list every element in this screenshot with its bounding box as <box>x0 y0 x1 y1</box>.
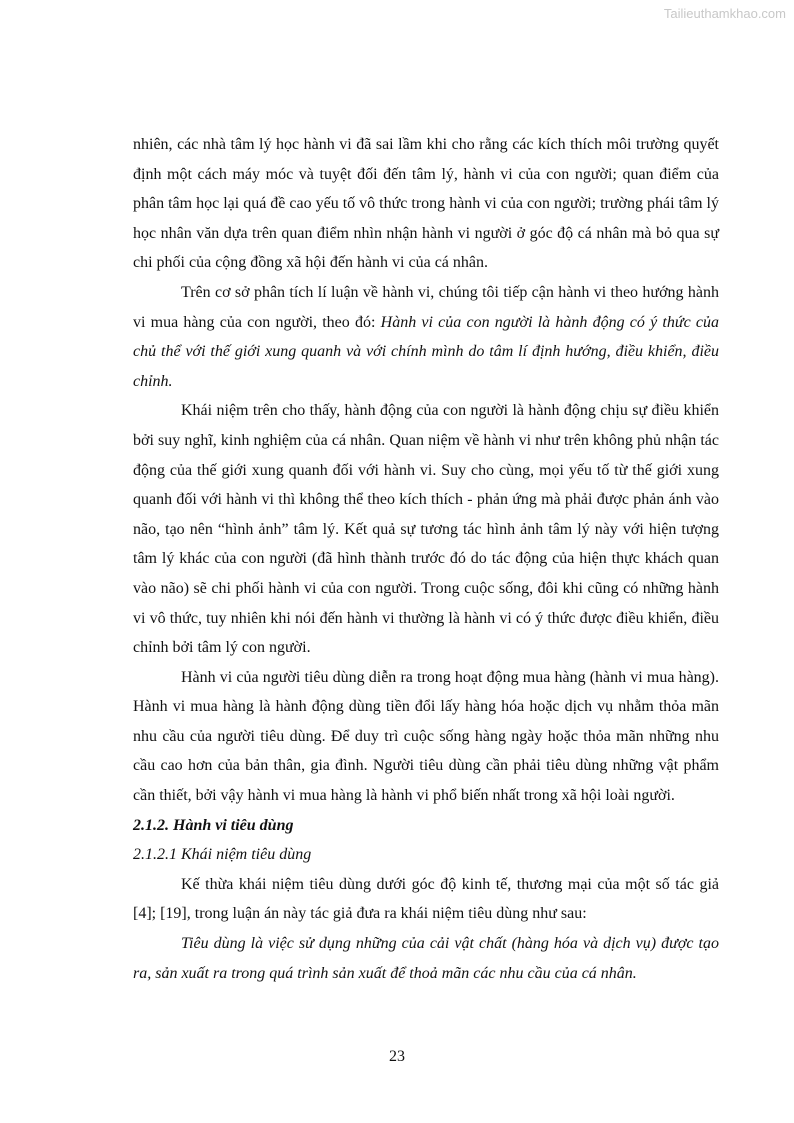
paragraph-2 <box>133 278 719 396</box>
paragraph-6-definition: Tiêu dùng là việc sử dụng những của cải vật chất (hàng hóa và dịch vụ) được tạo ra, sản xuất ra trong quá trình sản xuất để thoả mãn các nhu cầu của cá nhân. <box>133 935 719 982</box>
paragraph-1: nhiên, các nhà tâm lý học hành vi đã sai lầm khi cho rằng các kích thích môi trường quyết định một cách máy móc và tuyệt đối đến tâm lý, hành vi của con người; quan điểm của phân tâm học lại quá đề cao yếu tố vô thức trong hành vi của con người; trường phái tâm lý học nhân văn dựa trên quan điểm nhìn nhận hành vi người ở góc độ cá nhân mà bỏ qua sự chi phối của cộng đồng xã hội đến hành vi của cá nhân. <box>133 136 719 272</box>
paragraph-5: Kế thừa khái niệm tiêu dùng dưới góc độ kinh tế, thương mại của một số tác giả [4]; [19], trong luận án này tác giả đưa ra khái niệm tiêu dùng như sau: <box>133 875 719 923</box>
paragraph-2-definition: Hành vi của con người là hành động có ý thức của chủ thể với thế giới xung quanh và với chính mình do tâm lí định hướng, điều khiển, điều chỉnh. <box>133 313 720 390</box>
paragraph-3: Khái niệm trên cho thấy, hành động của con người là hành động chịu sự điều khiển bởi suy nghĩ, kinh nghiệm của cá nhân. Quan niệm về hành vi như trên không phủ nhận tác động của thế giới xung quanh đối với hành vi. Suy cho cùng, mọi yếu tố từ thế giới xung quanh đối với hành vi thì không thể theo kích thích - phản ứng mà phải được phản ánh vào não, tạo nên “hình ảnh” tâm lý. Kết quả sự tương tác hình ảnh tâm lý này với hiện tượng tâm lý khác của con người (đã hình thành trước đó do tác động của hiện thực khách quan vào não) sẽ chi phối hành vi của con người. Trong cuộc sống, đôi khi cũng có những hành vi vô thức, tuy nhiên khi nói đến hành vi thường là hành vi có ý thức được điều khiển, điều chỉnh bởi tâm lý con người. <box>133 402 719 657</box>
section-heading-2-1-2: 2.1.2. Hành vi tiêu dùng <box>133 816 294 834</box>
page-number: 23 <box>389 1048 405 1065</box>
page-body <box>133 130 719 988</box>
watermark: Tailieuthamkhao.com <box>663 6 786 21</box>
paragraph-4: Hành vi của người tiêu dùng diễn ra trong hoạt động mua hàng (hành vi mua hàng). Hành vi mua hàng là hành động dùng tiền đổi lấy hàng hóa hoặc dịch vụ nhằm thỏa mãn nhu cầu của người tiêu dùng. Để duy trì cuộc sống hàng ngày hoặc thỏa mãn những nhu cầu cao hơn của bản thân, gia đình. Người tiêu dùng cần phải tiêu dùng những vật phẩm cần thiết, bởi vậy hành vi mua hàng là hành vi phổ biến nhất trong xã hội loài người. <box>133 668 719 805</box>
paragraph-2-text: Trên cơ sở phân tích lí luận về hành vi, chúng tôi tiếp cận hành vi theo hướng hành vi mua hàng của con người, theo đó: <box>133 283 719 331</box>
subsection-heading-2-1-2-1: 2.1.2.1 Khái niệm tiêu dùng <box>133 846 312 864</box>
